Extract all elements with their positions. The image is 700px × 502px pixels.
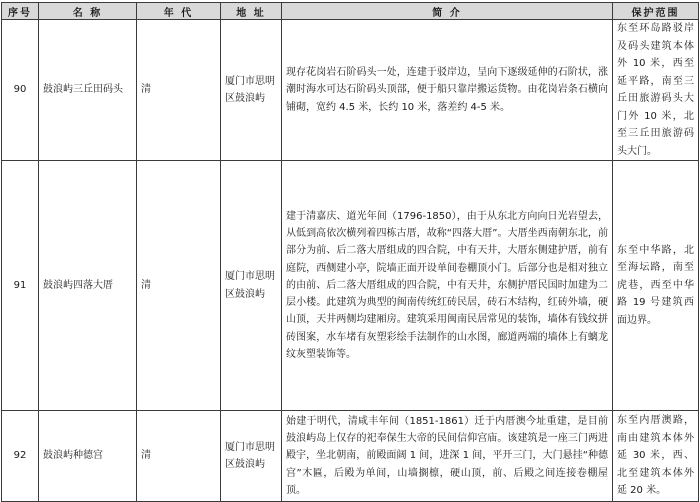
header-era: 年 代	[137, 3, 221, 20]
cell-address: 厦门市思明区鼓浪屿	[221, 20, 282, 161]
cell-era: 清	[137, 20, 221, 161]
cell-era: 清	[137, 161, 221, 411]
table-row	[2, 411, 699, 502]
cell-name: 鼓浪屿三丘田码头	[39, 20, 137, 161]
header-address: 地 址	[221, 3, 282, 20]
cell-address: 厦门市思明区鼓浪屿	[221, 161, 282, 411]
cell-no: 92	[2, 411, 39, 502]
cell-era: 清	[137, 411, 221, 502]
cell-no: 90	[2, 20, 39, 161]
cell-no: 91	[2, 161, 39, 411]
cell-protection: 东至内厝澳路，南由建筑本体外延 30 米，西、北至建筑本体外延 20 米。	[613, 411, 699, 502]
cell-name: 鼓浪屿种德宫	[39, 411, 137, 502]
header-name: 名 称	[39, 3, 137, 20]
header-protection: 保护范围	[613, 3, 699, 20]
cell-intro: 现存花岗岩石阶码头一处，连建于驳岸边，呈向下逐级延伸的石阶状，涨潮时海水可达石阶码头顶部，便于船只靠岸搬运货物。由花岗岩条石横向铺砌，宽约 4.5 米，长约 10 米，落差约 4-5 米。	[282, 20, 613, 161]
header-no: 序号	[2, 3, 39, 20]
header-intro: 简 介	[282, 3, 613, 20]
table-row	[2, 161, 699, 411]
cell-intro: 始建于明代，清咸丰年间（1851-1861）迁于内厝澳今址重建，是目前鼓浪屿岛上仅存的祀奉保生大帝的民间信仰宫庙。该建筑是一座三门两进殿宇，坐北朝南，前殿面阔 1 间，进深 1 间，平开三门，大门悬挂“种德宫”木匾，后殿为单间，山墙搁檩，硬山顶，前、后殿之间连接卷棚屋顶。	[282, 411, 613, 502]
cell-address: 厦门市思明区鼓浪屿	[221, 411, 282, 502]
cell-intro: 建于清嘉庆、道光年间（1796-1850），由于从东北方向向日光岩望去，从低到高依次横列着四栋古厝，故称“四落大厝”。大厝坐西南朝东北，前部分为前、后二落大厝组成的四合院，中有天井，大厝东侧建护厝，前有庭院，西侧建小亭，院墙正面开设单间卷棚顶小门。后部分也是相对独立的由前、后二落大厝组成的四合院，中有天井，东侧护厝民国时加建为二层小楼。此建筑为典型的闽南传统红砖民居，砖石木结构，红砖外墙，硬山顶，天井两侧均建厢房。建筑采用闽南民居常见的装饰，墙体有钱纹拼砖图案，水车堵有灰塑彩绘手法制作的山水图，廊道两端的墙体上有螭龙纹灰塑装饰等。	[282, 161, 613, 411]
heritage-table	[1, 2, 699, 502]
cell-name: 鼓浪屿四落大厝	[39, 161, 137, 411]
header-row	[2, 3, 699, 20]
cell-protection: 东至中华路，北至海坛路，南至虎巷，西至中华路 19 号建筑西面边界。	[613, 161, 699, 411]
table-row	[2, 20, 699, 161]
cell-protection: 东至环岛路驳岸及码头建筑本体外 10 米，西至延平路，南至三丘田旅游码头大门外 10 米，北至三丘田旅游码头大门。	[613, 20, 699, 161]
